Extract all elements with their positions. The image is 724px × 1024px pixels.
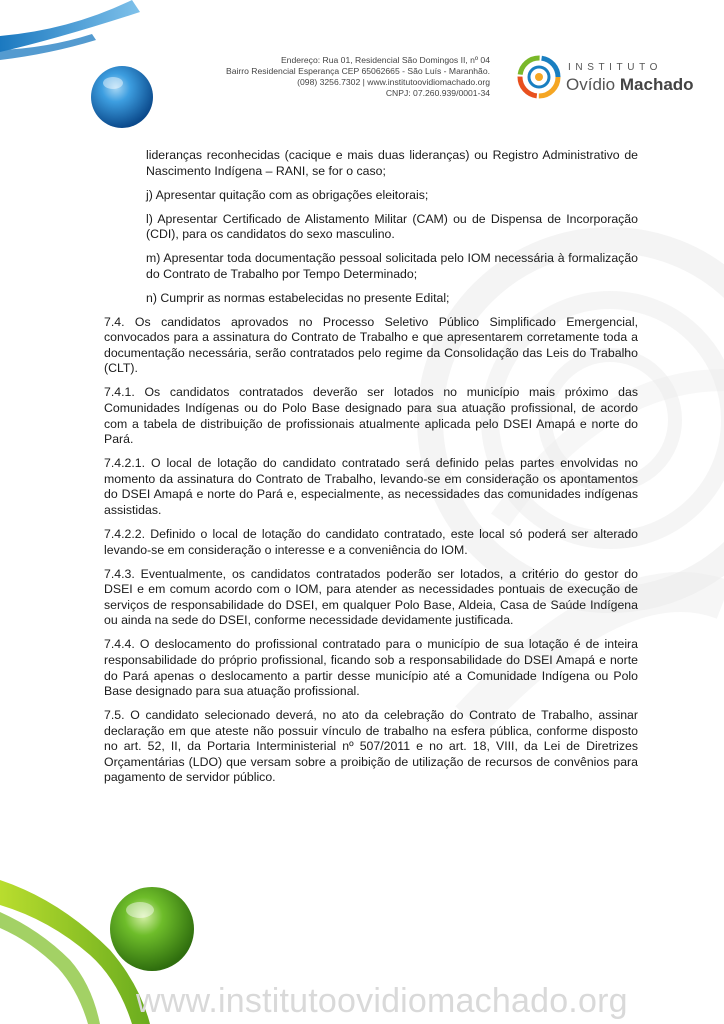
address-line: Endereço: Rua 01, Residencial São Domingos II, nº 04 [280, 55, 490, 65]
green-sphere [110, 887, 194, 971]
paragraph: 7.4.2.1. O local de lotação do candidato contratado será definido pelas partes envolvidas no momento da assinatura do Contrato de Trabalho, levando-se em consideração os apontamentos do DSEI Amapá e norte do Pará e, especialmente, as necessidades das comunidades indígenas assistidas. [104, 456, 638, 518]
logo-name [566, 75, 694, 95]
address-line: (098) 3256.7302 | www.institutoovidiomachado.org [297, 77, 490, 87]
address-line: Bairro Residencial Esperança CEP 65062665 - São Luís - Maranhão. [225, 66, 490, 76]
document-body [104, 148, 638, 794]
paragraph: 7.4.1. Os candidatos contratados deverão ser lotados no município mais próximo das Comunidades Indígenas ou do Polo Base designado para sua atuação profissional, de acordo com a tabela de distribuição de profissionais atualmente aplicada pelo DSEI Amapá e norte do Pará. [104, 385, 638, 447]
header-address [170, 55, 490, 99]
blue-sphere [91, 66, 153, 128]
institute-logo [516, 52, 696, 102]
paragraph: 7.4.3. Eventualmente, os candidatos contratados poderão ser lotados, a critério do gestor do DSEI e em comum acordo com o IOM, para atender as necessidades pontuais de execução de serviços de responsabilidade do DSEI, em qualquer Polo Base, Aldeia, Casa de Saúde Indígena ou ainda na sede do DSEI, conforme necessidade devidamente justificada. [104, 566, 638, 628]
paragraph: 7.4.4. O deslocamento do profissional contratado para o município de sua lotação é de inteira responsabilidade do próprio profissional, ficando sob a responsabilidade do DSEI Amapá e norte do Pará apenas o deslocamento a partir desse município até a Comunidade Indígena ou Polo Base designado para sua atuação profissional. [104, 637, 638, 699]
logo-name-first: Ovídio [566, 75, 616, 94]
footer-website-url: www.institutoovidiomachado.org [136, 982, 628, 1020]
logo-mark-icon [516, 54, 562, 100]
paragraph: j) Apresentar quitação com as obrigações eleitorais; [146, 187, 429, 202]
paragraph: m) Apresentar toda documentação pessoal solicitada pelo IOM necessária à formalização do Contrato de Trabalho por Tempo Determinado; [146, 251, 638, 281]
paragraph: 7.5. O candidato selecionado deverá, no ato da celebração do Contrato de Trabalho, assinar declaração em que ateste não possuir vínculo de trabalho na esfera pública, conforme disposto no art. 52, II, da Portaria Interministerial nº 507/2011 e no art. 18, VIII, da Lei de Diretrizes Orçamentárias (LDO) que versam sobre a proibição de utilização de recursos de convênios para pagamento de servidor público. [104, 708, 638, 785]
paragraph: 7.4. Os candidatos aprovados no Processo Seletivo Público Simplificado Emergencial, convocados para a assinatura do Contrato de Trabalho e que apresentarem corretamente toda a documentação necessária, serão contratados pelo regime da Consolidação das Leis do Trabalho (CLT). [104, 314, 638, 376]
paragraph: lideranças reconhecidas (cacique e mais duas lideranças) ou Registro Administrativo de Nascimento Indígena – RANI, se for o caso; [146, 148, 638, 178]
logo-instituto-text: INSTITUTO [568, 62, 662, 73]
logo-name-second: Machado [619, 75, 694, 94]
paragraph: l) Apresentar Certificado de Alistamento Militar (CAM) ou de Dispensa de Incorporação (CDI), para os candidatos do sexo masculino. [146, 211, 638, 242]
paragraph: n) Cumprir as normas estabelecidas no presente Edital; [146, 290, 450, 305]
paragraph: 7.4.2.2. Definido o local de lotação do candidato contratado, este local só poderá ser alterado levando-se em consideração o interesse e a conveniência do IOM. [104, 527, 638, 557]
address-line: CNPJ: 07.260.939/0001-34 [385, 88, 490, 98]
